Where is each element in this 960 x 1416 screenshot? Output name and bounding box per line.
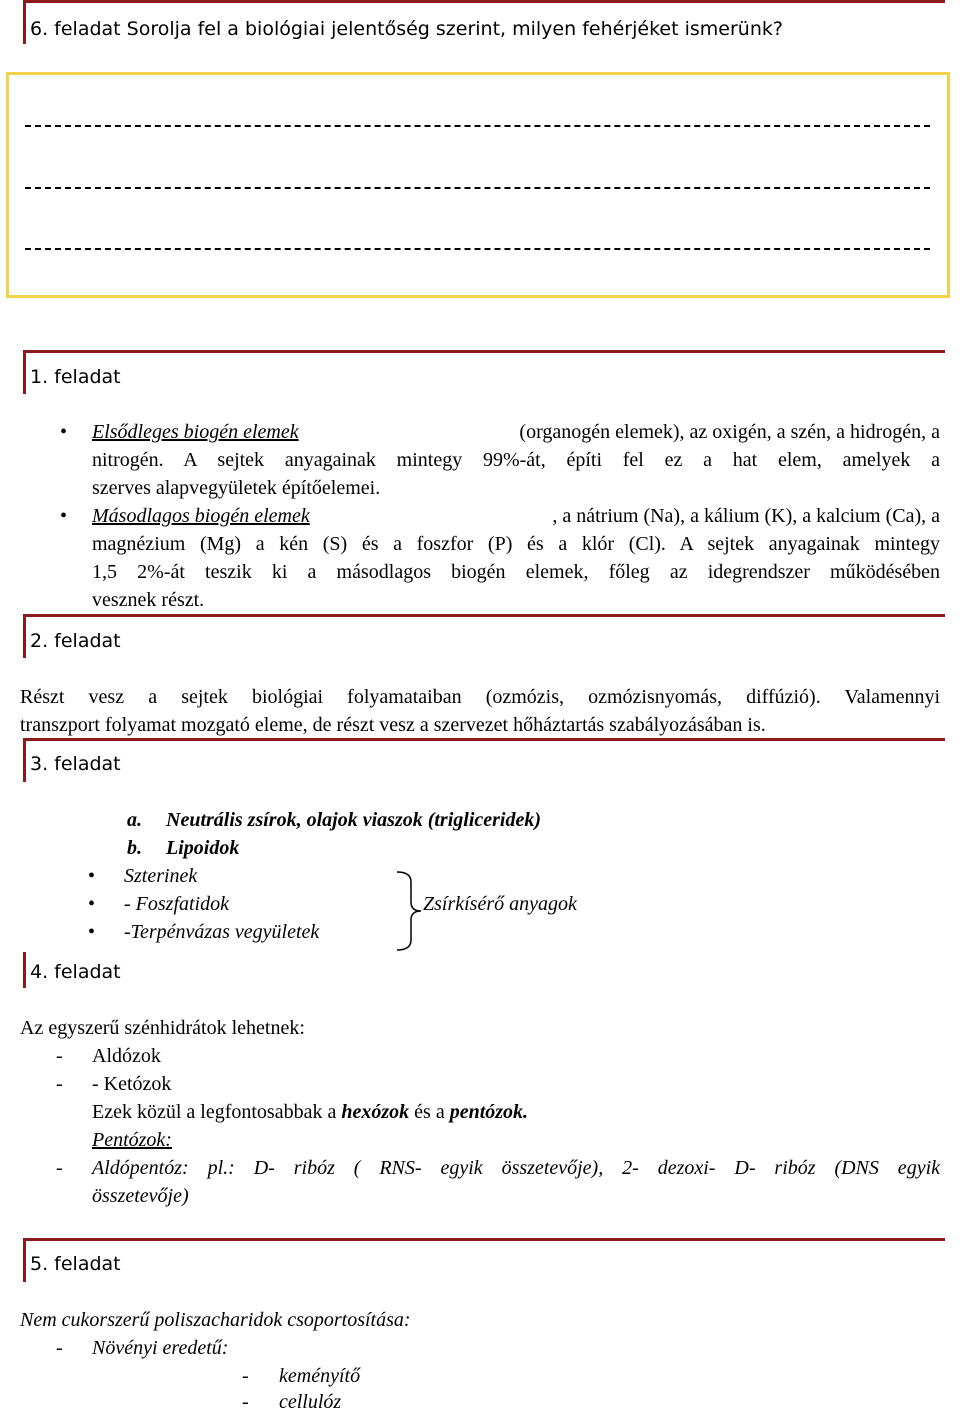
bullet-icon: • xyxy=(88,921,96,943)
task1-p1-line3: szerves alapvegyületek építőelemei. xyxy=(92,477,381,499)
task1-p2-line1-rest: , a nátrium (Na), a kálium (K), a kalcium (Ca), a xyxy=(552,505,940,527)
task2-line2: transzport folyamat mozgató eleme, de részt vesz a szervezet hőháztartás szabályozásában is. xyxy=(20,714,766,736)
task5-sub2: cellulóz xyxy=(279,1391,342,1413)
task3-bracket-label: Zsírkísérő anyagok xyxy=(423,893,577,915)
task6-heading-bar xyxy=(23,0,26,44)
task1-p2-line1 xyxy=(92,502,940,530)
task1-heading-rule xyxy=(23,350,945,353)
task3-sub1: Szterinek xyxy=(124,865,198,887)
task3-item-a-label: a. xyxy=(127,809,142,831)
task6-heading: 6. feladat Sorolja fel a biológiai jelentőség szerint, milyen fehérjéket ismerünk? xyxy=(30,18,783,40)
task5-sub1: keményítő xyxy=(279,1365,361,1387)
task4-heading: 4. feladat xyxy=(30,961,121,983)
task4-note xyxy=(92,1098,528,1126)
task3-sub2: - Foszfatidok xyxy=(124,893,229,915)
task3-heading: 3. feladat xyxy=(30,753,121,775)
task1-heading: 1. feladat xyxy=(30,366,121,388)
task6-heading-rule xyxy=(23,0,945,3)
task1-p1-line1-rest: (organogén elemek), az oxigén, a szén, a hidrogén, a xyxy=(514,421,940,443)
task4-pentoz-label: Pentózok: xyxy=(92,1129,172,1151)
bullet-icon: • xyxy=(88,893,96,915)
task1-p2-line3: 1,5 2%-át teszik ki a másodlagos biogén elemek, főleg az idegrendszer működésében xyxy=(92,561,940,583)
task4-intro: Az egyszerű szénhidrátok lehetnek: xyxy=(20,1017,305,1039)
task5-item1: Növényi eredetű: xyxy=(92,1337,229,1359)
task5-dash: - xyxy=(242,1391,249,1413)
task4-note-hexoz: hexózok xyxy=(341,1101,410,1123)
curly-bracket-icon xyxy=(395,868,425,954)
task4-dash: - xyxy=(56,1073,63,1095)
task4-note-pre: Ezek közül a legfontosabbak a xyxy=(92,1101,342,1123)
bullet-icon: • xyxy=(88,865,96,887)
task3-item-b-label: b. xyxy=(127,837,142,859)
task3-sub3: -Terpénvázas vegyületek xyxy=(124,921,320,943)
term-secondary-biogenic: Másodlagos biogén elemek xyxy=(92,505,310,527)
answer-box[interactable] xyxy=(6,72,950,298)
answer-line-2 xyxy=(25,187,930,189)
task4-dash: - xyxy=(56,1157,63,1179)
task1-p1-line2: nitrogén. A sejtek anyagainak mintegy 99%-át, építi fel ez a hat elem, amelyek a xyxy=(92,449,940,471)
task5-heading: 5. feladat xyxy=(30,1253,121,1275)
task2-heading: 2. feladat xyxy=(30,630,121,652)
answer-line-3 xyxy=(25,248,930,250)
task1-p2-line4: vesznek részt. xyxy=(92,589,205,611)
task5-dash: - xyxy=(56,1337,63,1359)
task5-dash: - xyxy=(242,1365,249,1387)
task4-aldo-line2: összetevője) xyxy=(92,1185,189,1207)
task3-heading-bar xyxy=(23,738,26,782)
answer-line-1 xyxy=(25,125,930,127)
task4-dash: - xyxy=(56,1045,63,1067)
task4-note-mid: és a xyxy=(409,1101,450,1123)
task3-item-b-text: Lipoidok xyxy=(166,837,240,859)
bullet-icon: • xyxy=(60,505,68,527)
task4-note-pentoz: pentózok. xyxy=(449,1101,529,1123)
task1-p2-line2: magnézium (Mg) a kén (S) és a foszfor (P) és a klór (Cl). A sejtek anyagainak mintegy xyxy=(92,533,940,555)
task3-heading-rule xyxy=(23,738,945,741)
bullet-icon: • xyxy=(60,421,68,443)
task4-item1: Aldózok xyxy=(92,1045,161,1067)
task2-heading-bar xyxy=(23,614,26,658)
task2-heading-rule xyxy=(23,614,945,617)
task1-p1-line1 xyxy=(92,418,940,446)
task5-intro: Nem cukorszerű poliszacharidok csoportosítása: xyxy=(20,1309,411,1331)
task4-aldo-line1: Aldópentóz: pl.: D- ribóz ( RNS- egyik összetevője), 2- dezoxi- D- ribóz (DNS egyik xyxy=(92,1157,940,1179)
task1-heading-bar xyxy=(23,350,26,394)
task5-heading-rule xyxy=(23,1238,945,1241)
task3-item-a-text: Neutrális zsírok, olajok viaszok (trigliceridek) xyxy=(166,809,541,831)
task4-item2: - Ketózok xyxy=(92,1073,172,1095)
task2-line1: Részt vesz a sejtek biológiai folyamataiban (ozmózis, ozmózisnyomás, diffúzió). Valamennyi xyxy=(20,686,940,708)
term-primary-biogenic: Elsődleges biogén elemek xyxy=(92,421,299,443)
task5-heading-bar xyxy=(23,1238,26,1282)
task4-heading-bar xyxy=(23,952,26,988)
